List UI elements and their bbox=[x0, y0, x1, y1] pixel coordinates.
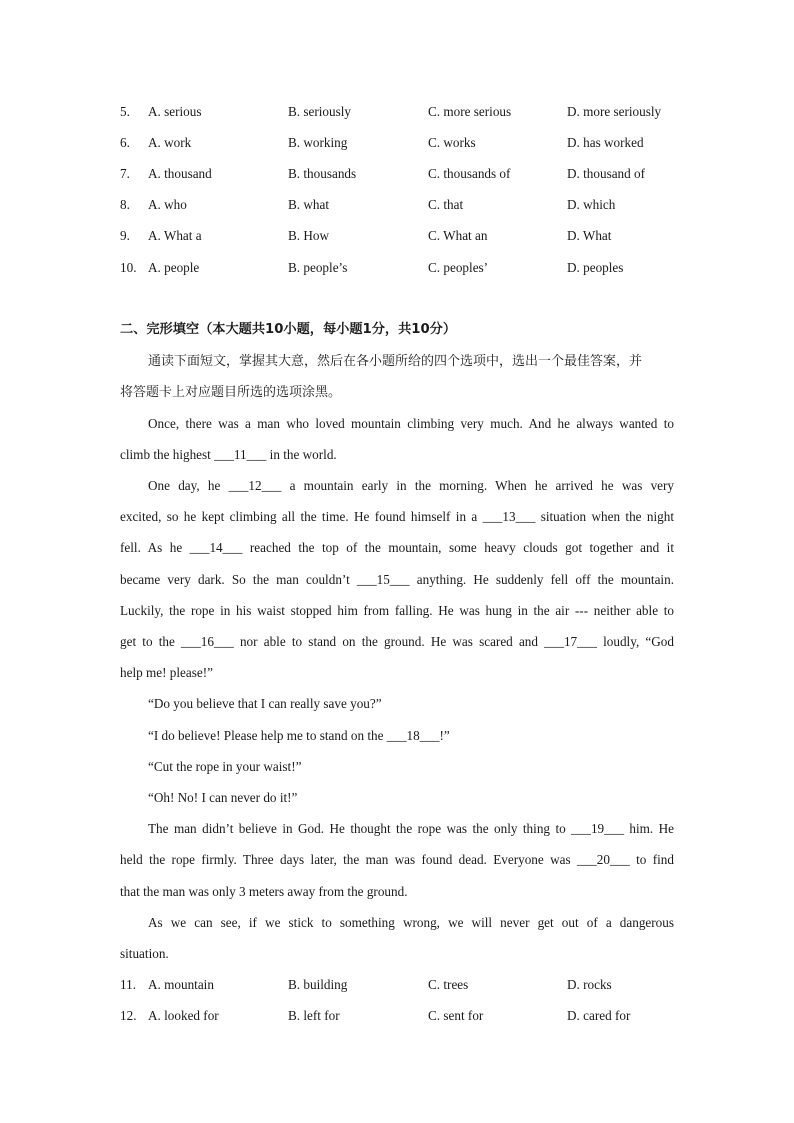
option-d: D. more seriously bbox=[567, 104, 662, 119]
option-row-11 bbox=[0, 975, 794, 995]
option-d: D. What bbox=[567, 228, 612, 243]
passage-line: The man didn’t believe in God. He thought the rope was the only thing to ___19___ him. He bbox=[148, 821, 674, 836]
passage-line: help me! please!” bbox=[120, 665, 213, 680]
option-d: D. thousand of bbox=[567, 166, 646, 181]
option-a: A. who bbox=[148, 197, 187, 212]
passage-line: held the rope firmly. Three days later, the man was found dead. Everyone was ___20___ to find bbox=[120, 852, 674, 867]
option-b: B. thousands bbox=[288, 166, 357, 181]
question-number: 12. bbox=[120, 1008, 137, 1023]
option-c: C. sent for bbox=[428, 1008, 484, 1023]
option-a: A. mountain bbox=[148, 977, 214, 992]
instruction-line-2: 将答题卡上对应题目所选的选项涂黑。 bbox=[120, 385, 342, 400]
passage-line: One day, he ___12___ a mountain early in the morning. When he arrived he was very bbox=[148, 478, 674, 493]
option-b: B. building bbox=[288, 977, 348, 992]
option-b: B. seriously bbox=[288, 104, 352, 119]
question-number: 11. bbox=[120, 977, 136, 992]
passage-line: As we can see, if we stick to something wrong, we will never get out of a dangerous bbox=[148, 915, 674, 930]
option-row-10 bbox=[0, 258, 794, 278]
question-number: 6. bbox=[120, 135, 130, 150]
passage-line: excited, so he kept climbing all the time. He found himself in a ___13___ situation when the night bbox=[120, 509, 674, 524]
question-number: 7. bbox=[120, 166, 130, 181]
passage-line: “Cut the rope in your waist!” bbox=[148, 759, 302, 774]
question-number: 8. bbox=[120, 197, 130, 212]
question-number: 5. bbox=[120, 104, 130, 119]
option-b: B. people’s bbox=[288, 260, 348, 275]
option-a: A. thousand bbox=[148, 166, 212, 181]
question-number: 9. bbox=[120, 228, 130, 243]
option-row-5 bbox=[0, 102, 794, 122]
option-c: C. thousands of bbox=[428, 166, 511, 181]
option-d: D. which bbox=[567, 197, 616, 212]
option-c: C. What an bbox=[428, 228, 488, 243]
option-row-6 bbox=[0, 133, 794, 153]
option-d: D. has worked bbox=[567, 135, 644, 150]
option-row-7 bbox=[0, 164, 794, 184]
option-c: C. that bbox=[428, 197, 464, 212]
option-c: C. more serious bbox=[428, 104, 512, 119]
option-a: A. What a bbox=[148, 228, 202, 243]
passage-line: “Do you believe that I can really save you?” bbox=[148, 696, 382, 711]
passage-line: “I do believe! Please help me to stand on the ___18___!” bbox=[148, 728, 450, 743]
option-d: D. cared for bbox=[567, 1008, 631, 1023]
option-row-12 bbox=[0, 1006, 794, 1026]
passage-line: situation. bbox=[120, 946, 169, 961]
option-row-9 bbox=[0, 226, 794, 246]
option-c: C. works bbox=[428, 135, 476, 150]
passage-line: get to the ___16___ nor able to stand on the ground. He was scared and ___17___ loudly, “God bbox=[120, 634, 674, 649]
option-b: B. left for bbox=[288, 1008, 340, 1023]
passage-line: “Oh! No! I can never do it!” bbox=[148, 790, 298, 805]
option-b: B. what bbox=[288, 197, 330, 212]
passage-line: climb the highest ___11___ in the world. bbox=[120, 447, 337, 462]
question-number: 10. bbox=[120, 260, 137, 275]
passage-line: that the man was only 3 meters away from the ground. bbox=[120, 884, 408, 899]
passage-line: became very dark. So the man couldn’t ___15___ anything. He suddenly fell off the mountain. bbox=[120, 572, 674, 587]
option-d: D. rocks bbox=[567, 977, 612, 992]
option-row-8 bbox=[0, 195, 794, 215]
passage-line: Luckily, the rope in his waist stopped him from falling. He was hung in the air --- neither able to bbox=[120, 603, 674, 618]
option-d: D. peoples bbox=[567, 260, 624, 275]
passage-line: Once, there was a man who loved mountain climbing very much. And he always wanted to bbox=[148, 416, 674, 431]
option-a: A. serious bbox=[148, 104, 202, 119]
option-a: A. looked for bbox=[148, 1008, 219, 1023]
section-heading: 二、完形填空（本大题共10小题，每小题1分，共10分） bbox=[120, 322, 457, 337]
instruction-line-1: 通读下面短文，掌握其大意，然后在各小题所给的四个选项中，选出一个最佳答案，并 bbox=[148, 354, 643, 369]
option-a: A. people bbox=[148, 260, 200, 275]
option-c: C. trees bbox=[428, 977, 469, 992]
option-c: C. peoples’ bbox=[428, 260, 489, 275]
passage-line: fell. As he ___14___ reached the top of the mountain, some heavy clouds got together and it bbox=[120, 540, 674, 555]
option-b: B. How bbox=[288, 228, 330, 243]
option-a: A. work bbox=[148, 135, 192, 150]
option-b: B. working bbox=[288, 135, 348, 150]
